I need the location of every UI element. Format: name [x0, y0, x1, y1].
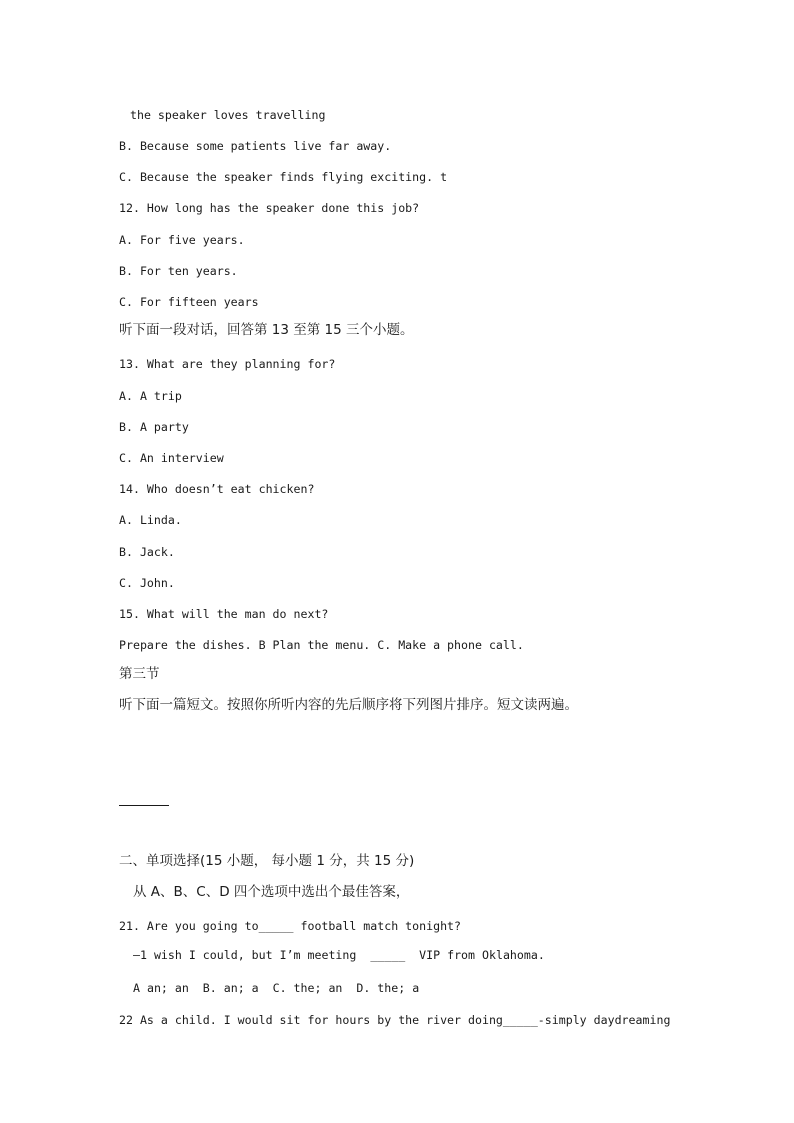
q13-option-b: B. A party — [119, 420, 189, 434]
q15-question: 15. What will the man do next? — [119, 607, 329, 621]
q11-option-c: C. Because the speaker finds flying exciting. t — [119, 170, 448, 184]
section3-title: 第三节 — [119, 666, 160, 682]
q14-option-b: B. Jack. — [119, 545, 175, 559]
answer-blank-line — [119, 805, 169, 806]
q13-question: 13. What are they planning for? — [119, 357, 336, 371]
q12-option-a: A. For five years. — [119, 233, 245, 247]
q12-option-c: C. For fifteen years — [119, 295, 259, 309]
q21-question: 21. Are you going to_____ football match tonight? — [119, 919, 462, 933]
q12-question: 12. How long has the speaker done this job? — [119, 201, 420, 215]
q13-option-c: C. An interview — [119, 451, 224, 465]
q12-option-b: B. For ten years. — [119, 264, 238, 278]
part2-title: 二、单项选择(15 小题， 每小题 1 分，共 15 分) — [119, 853, 415, 869]
section3-instruction: 听下面一篇短文。按照你所听内容的先后顺序将下列图片排序。短文读两遍。 — [119, 697, 578, 713]
part2-instruction: 从 A、B、C、D 四个选项中选出个最佳答案， — [133, 884, 410, 900]
q21-options: A an; an B. an; a C. the; an D. the; a — [133, 981, 420, 995]
q14-question: 14. Who doesn’t eat chicken? — [119, 482, 315, 496]
q14-option-c: C. John. — [119, 576, 175, 590]
q13-option-a: A. A trip — [119, 389, 182, 403]
instruction-13-15: 听下面一段对话，回答第 13 至第 15 三个小题。 — [119, 322, 414, 338]
q15-options: Prepare the dishes. B Plan the menu. C. Make a phone call. — [119, 638, 524, 652]
q11-option-b: B. Because some patients live far away. — [119, 139, 392, 153]
q22-question: 22 As a child. I would sit for hours by the river doing_____-simply daydreaming — [119, 1013, 671, 1027]
q14-option-a: A. Linda. — [119, 513, 182, 527]
q21-reply: —1 wish I could, but I’m meeting _____ VIP from Oklahoma. — [133, 948, 545, 962]
q11-option-a-fragment: the speaker loves travelling — [123, 108, 326, 122]
